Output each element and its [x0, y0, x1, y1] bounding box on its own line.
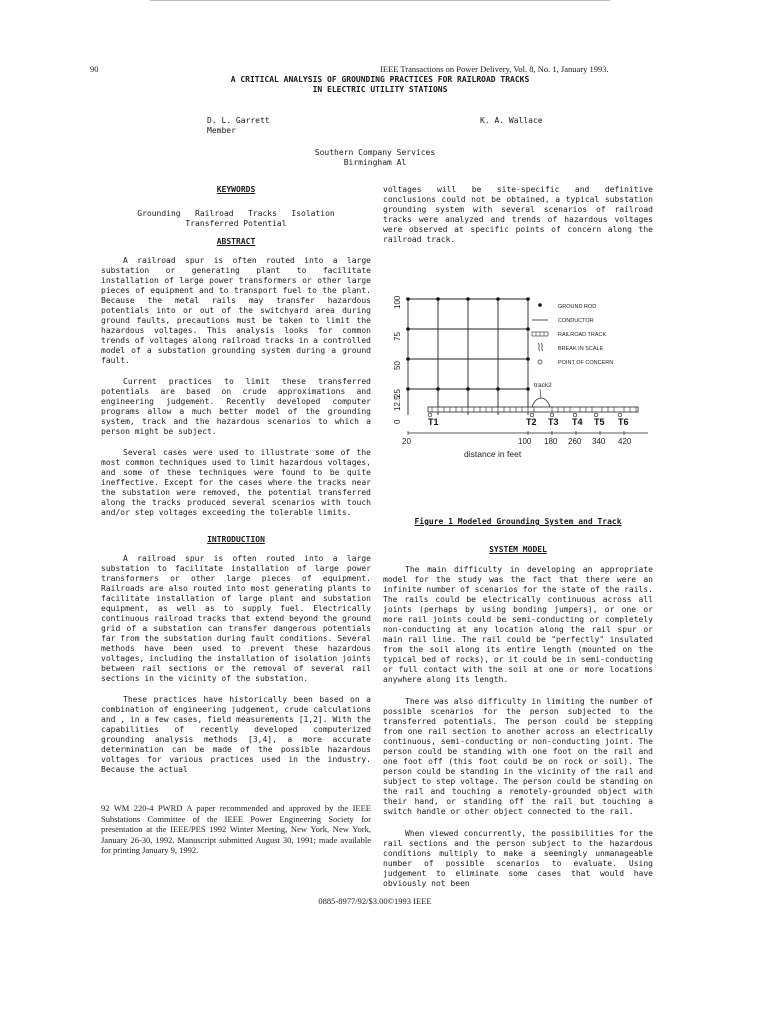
- top-rule: [150, 0, 610, 1]
- label-t4: T4: [572, 417, 583, 427]
- system-model-paragraph-2: There was also difficulty in limiting the number of possible scenarios for the person subjected to the transferred potentials. The person could be stepping from one rail section to another across an electrically continuous, semi-conducting or non-conducting joint. The person could be standing with one foot on the rail and one foot off (this foot could be on rock or soil). The person could be standing in the vicinity of the rail and subject to step voltage. The person could be standing on the rail and touching a remotely-grounded object with their hand, or standing off the rail but touching a switch handle or other object connected to the rail.: [383, 697, 653, 816]
- x-axis: [402, 431, 648, 459]
- abstract-heading: ABSTRACT: [216, 237, 256, 246]
- y-tick-75: 75: [393, 332, 402, 341]
- x-tick-20: 20: [402, 437, 411, 446]
- page-number: 90: [90, 64, 99, 74]
- abstract-paragraph-3: Several cases were used to illustrate some of the most common techniques used to limit hazardous voltages, and some of these techniques were found to be quite ineffective. Except for the cases where the tracks near the substation were removed, the potential transferred along the tracks produced several scenarios with touch and/or step voltages exceeding the tolerable limits.: [101, 448, 371, 517]
- author1-name: D. L. Garrett: [207, 116, 270, 125]
- break-in-scale-icon: [538, 343, 543, 351]
- keywords-line1: Grounding Railroad Tracks Isolation: [137, 209, 335, 218]
- legend-conductor: CONDUCTOR: [558, 318, 594, 324]
- railroad-track: [428, 382, 638, 412]
- affiliation-line1: Southern Company Services: [314, 148, 436, 157]
- label-t5: T5: [594, 417, 605, 427]
- ground-grid: [408, 299, 528, 415]
- ground-rod-icon: [538, 303, 542, 307]
- paper-title-line1: A CRITICAL ANALYSIS OF GROUNDING PRACTICES FOR RAILROAD TRACKS: [230, 75, 530, 84]
- author2-name: K. A. Wallace: [480, 116, 543, 125]
- x-tick-420: 420: [618, 437, 632, 446]
- keywords-heading: KEYWORDS: [216, 185, 256, 194]
- legend-ground-rod: GROUND ROD: [558, 304, 597, 310]
- system-model-paragraph-3: When viewed concurrently, the possibilities for the rail sections and the person subject to the hazardous conditions multiply to make a seemingly unmanageable number of possible scenarios to evaluate. Using judgement to eliminate some cases that would have obviously not been: [383, 829, 653, 888]
- legend-point-of-concern: POINT OF CONCERN: [558, 360, 614, 366]
- point-of-concern-icon: [538, 360, 542, 364]
- system-model-heading: SYSTEM MODEL: [489, 545, 547, 554]
- right-column-lower: [383, 545, 653, 889]
- y-tick-0: 0: [393, 419, 402, 424]
- abstract-paragraph-2: Current practices to limit these transferred potentials are based on crude approximations and engineering judgement. Recently developed computer programs allow a much better model of the grounding system, track and the hazardous scenarios to which a person might be subject.: [101, 377, 371, 436]
- introduction-heading: INTRODUCTION: [207, 535, 265, 544]
- y-tick-12.5: 12.5: [393, 395, 402, 411]
- abstract-paragraph-1: A railroad spur is often routed into a large substation or generating plant to facilitate installation of large power transformers or other large pieces of equipment and to transport fuel to the plant. Because the metal rails may transfer hazardous potentials into or out of the switchyard area during ground faults, precautions must be taken to limit the hazardous voltages. This analysis looks for common trends of voltages along railroad tracks in a controlled model of a substation grounding system during a ground fault.: [101, 256, 371, 365]
- introduction-paragraph-1: A railroad spur is often routed into a large substation to facilitate installation of large power transformers or other large pieces of equipment. Railroads are also routed into most generating plants to facilitate installation of large plant and substation equipment, as well as to supply fuel. Electrically continuous railroad tracks that extend beyond the ground grid of a substation can transfer dangerous potentials far from the substation during fault conditions. Several methods have been used to prevent these hazardous voltages, including the installation of isolation joints between rail sections or the removal of several rail sections in the vicinity of the substation.: [101, 554, 371, 683]
- legend-railroad-track: RAILROAD TRACK: [558, 332, 607, 338]
- x-tick-180: 180: [544, 437, 558, 446]
- y-tick-100: 100: [393, 295, 402, 309]
- left-column: [101, 185, 371, 775]
- figure-caption: Figure 1 Modeled Grounding System and Track: [414, 517, 622, 526]
- track2-label: track2: [534, 382, 552, 389]
- y-tick-25: 25: [393, 389, 402, 398]
- author1-role: Member: [207, 126, 236, 135]
- figure-1-grounding-diagram: [380, 283, 670, 468]
- x-tick-340: 340: [592, 437, 606, 446]
- label-t3: T3: [548, 417, 559, 427]
- journal-header: IEEE Transactions on Power Delivery, Vol. 8, No. 1, January 1993.: [380, 64, 609, 74]
- label-t1: T1: [428, 417, 439, 427]
- paper-title-line2: IN ELECTRIC UTILITY STATIONS: [312, 85, 448, 94]
- y-tick-50: 50: [393, 361, 402, 370]
- legend-break-in-scale: BREAK IN SCALE: [558, 346, 604, 352]
- railroad-track-icon: [532, 332, 548, 336]
- label-t6: T6: [618, 417, 629, 427]
- x-tick-100: 100: [518, 437, 532, 446]
- keywords-line2: Transferred Potential: [185, 219, 287, 228]
- system-model-paragraph-1: The main difficulty in developing an appropriate model for the study was the fact that there were an infinite number of scenarios for the state of the rails. The rails could be electrically continuous across all joints (perhaps by using bonding jumpers), or one or more rail joints could be semi-conducting or completely non-conducting at any location along the rail spur or main rail line. The rail could be "perfectly" insulated from the soil along its entire length (mounted on the typical bed of rocks), or it could be in semi-conducting or full contact with the soil at one or more locations anywhere along its length.: [383, 565, 653, 684]
- affiliation-line2: Birmingham Al: [343, 158, 407, 167]
- figure-legend: [532, 303, 613, 366]
- label-t2: T2: [526, 417, 537, 427]
- x-tick-260: 260: [568, 437, 582, 446]
- footnote: 92 WM 220-4 PWRD A paper recommended and approved by the IEEE Substations Committee of the IEEE Power Engineering Society for presentation at the IEEE/PES 1992 Winter Meeting, New York, New York, January 26-30, 1992. Manuscript submitted August 30, 1991; made available for printing January 9, 1992.: [101, 803, 371, 856]
- right-paragraph-1: voltages will be site-specific and definitive conclusions could not be obtained, a typical substation grounding system with several scenarios of railroad tracks were analyzed and trends of hazardous voltages were observed at specific points of concern along the railroad track.: [383, 185, 653, 244]
- x-axis-label: distance in feet: [464, 449, 522, 459]
- introduction-paragraph-2: These practices have historically been based on a combination of engineering judgement, crude calculations and , in a few cases, field measurements [1,2]. With the capabilities of recently developed computerized grounding analysis methods [3,4], a more accurate determination can be made of the possible hazardous voltages for various practices used in the industry. Because the actual: [101, 695, 371, 774]
- footer-code: 0885-8977/92/$3.00©1993 IEEE: [318, 896, 432, 906]
